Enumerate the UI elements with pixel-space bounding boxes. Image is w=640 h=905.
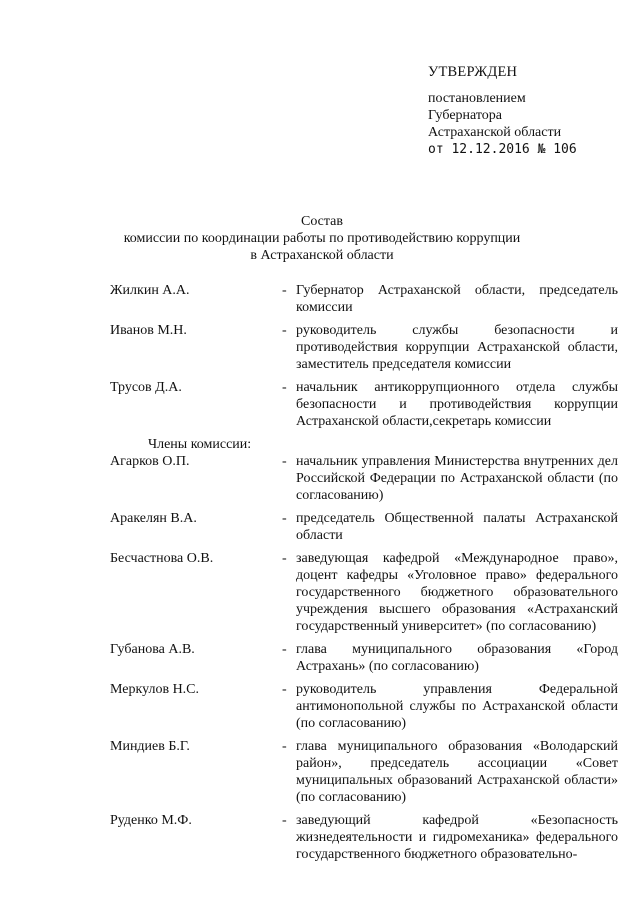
- member-role: заведующий кафедрой «Безопасность жизнедеятельности и гидромеханика» федерального государственного бюджетного образовательно-: [296, 813, 618, 862]
- approval-line: постановлением: [428, 91, 526, 106]
- member-name: Трусов Д.А.: [110, 380, 182, 395]
- dash: -: [282, 380, 287, 395]
- member-name: Меркулов Н.С.: [110, 682, 200, 697]
- member-name: Иванов М.Н.: [110, 323, 187, 338]
- member-role: начальник управления Министерства внутренних дел Российской Федерации по Астраханской области (по согласованию): [296, 454, 618, 503]
- member-name: Руденко М.Ф.: [110, 813, 192, 828]
- members-heading: Члены комиссии:: [148, 437, 252, 452]
- document-title: [0, 213, 640, 264]
- approval-line: Астраханской области: [428, 125, 562, 140]
- roster-row: [110, 453, 618, 504]
- dash: -: [282, 813, 287, 828]
- approval-heading: УТВЕРЖДЕН: [428, 64, 518, 80]
- roster-row: [110, 738, 618, 806]
- dash: -: [282, 511, 287, 526]
- dash: -: [282, 323, 287, 338]
- dash: -: [282, 642, 287, 657]
- roster-row: [110, 681, 618, 732]
- dash: -: [282, 682, 287, 697]
- roster-row: [110, 550, 618, 635]
- roster-row: [110, 812, 618, 863]
- roster-row: [110, 379, 618, 430]
- member-name: Агарков О.П.: [110, 454, 190, 469]
- member-role: руководитель службы безопасности и противодействия коррупции Астраханской области, заместитель председателя комиссии: [296, 323, 618, 372]
- title-line: комиссии по координации работы по противодействию коррупции: [123, 231, 521, 246]
- member-role: Губернатор Астраханской области, председатель комиссии: [296, 283, 618, 315]
- title-line: Состав: [300, 214, 343, 229]
- commission-roster: [110, 282, 618, 869]
- dash: -: [282, 739, 287, 754]
- member-role: глава муниципального образования «Володарский район», председатель ассоциации «Совет муниципальных образований Астраханской области» (по согласованию): [296, 739, 618, 805]
- roster-row: [110, 641, 618, 675]
- member-name: Губанова А.В.: [110, 642, 195, 657]
- title-line: в Астраханской области: [250, 248, 394, 263]
- member-name: Аракелян В.А.: [110, 511, 197, 526]
- member-role: глава муниципального образования «Город Астрахань» (по согласованию): [296, 642, 618, 674]
- roster-row: [110, 510, 618, 544]
- approval-block: [428, 64, 628, 158]
- dash: -: [282, 454, 287, 469]
- roster-row: [110, 282, 618, 316]
- member-role: председатель Общественной палаты Астраханской области: [296, 511, 618, 543]
- roster-row: [110, 322, 618, 373]
- member-role: заведующая кафедрой «Международное право», доцент кафедры «Уголовное право» федерального государственного бюджетного образовательного учреждения высшего образования «Астраханский государственный университет» (по согласованию): [296, 551, 618, 634]
- member-name: Бесчастнова О.В.: [110, 551, 214, 566]
- approval-line: Губернатора: [428, 108, 503, 123]
- member-name: Миндиев Б.Г.: [110, 739, 190, 754]
- dash: -: [282, 283, 287, 298]
- member-role: руководитель управления Федеральной антимонопольной службы по Астраханской области (по согласованию): [296, 682, 618, 731]
- member-role: начальник антикоррупционного отдела службы безопасности и противодействия коррупции Астраханской области,секретарь комиссии: [296, 380, 618, 429]
- dash: -: [282, 551, 287, 566]
- approval-date: от 12.12.2016 № 106: [428, 142, 577, 157]
- member-name: Жилкин А.А.: [110, 283, 190, 298]
